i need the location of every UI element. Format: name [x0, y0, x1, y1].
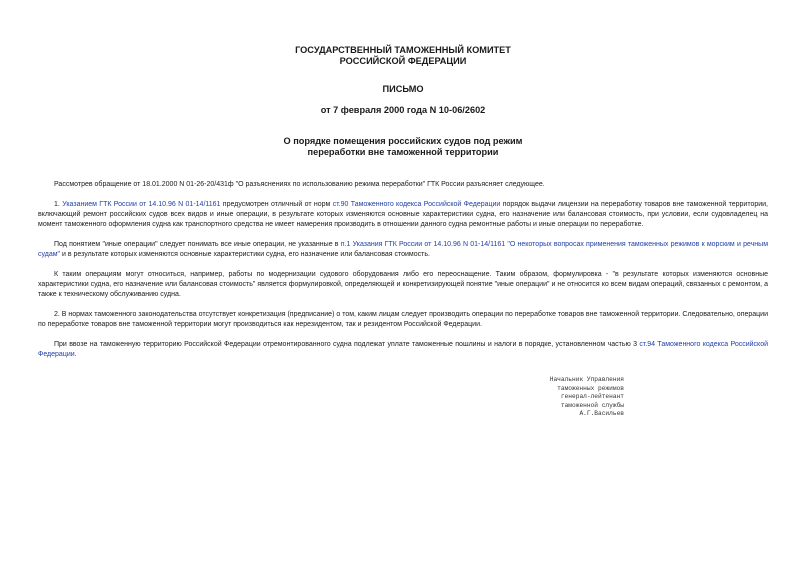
signatory-name: А.Г.Васильев	[579, 410, 624, 418]
paragraph-1: Рассмотрев обращение от 18.01.2000 N 01-26-20/431ф "О разъяснениях по использованию режима переработки" ГТК России разъясняет следующее.	[54, 181, 545, 188]
document-body	[38, 180, 768, 360]
paragraph-6	[38, 340, 768, 360]
paragraph-6-rest: .	[74, 351, 77, 358]
signature-title-2: таможенных режимов	[557, 384, 624, 392]
signature-rank-2: таможенной службы	[560, 401, 624, 409]
paragraph-6-prefix: При ввозе на таможенную территорию Российской Федерации отремонтированного судна подлежат уплате таможенные пошлины и налоги в порядке, установленном частью 3	[54, 341, 640, 348]
link-gtk-instruction-p1[interactable]: п.1 Указания ГТК России от 14.10.96 N 01-14/1161 "О некоторых вопросах применения таможенных режимов к морским и речным судам"	[38, 241, 769, 258]
subject-line-2: переработки вне таможенной территории	[307, 147, 499, 157]
paragraph-5: 2. В нормах таможенного законодательства отсутствует конкретизация (предписание) о том, каким лицам следует производить операции по переработке товаров вне таможенной территории. Следовательно, операции по переработке товаров вне таможенной территории могут производиться как нерезидентом, так и резидентом Российской Федерации.	[38, 311, 768, 328]
document-type: ПИСЬМО	[382, 84, 424, 94]
document-date-number: от 7 февраля 2000 года N 10-06/2602	[320, 105, 486, 115]
org-line-2: РОССИЙСКОЙ ФЕДЕРАЦИИ	[339, 56, 467, 66]
paragraph-3-prefix: Под понятием "иные операции" следует понимать все иные операции, не указанные в	[54, 241, 341, 248]
paragraph-3	[38, 240, 768, 260]
signature-block	[520, 376, 624, 419]
paragraph-2	[38, 200, 768, 230]
link-gtk-instruction[interactable]: Указанием ГТК России от 14.10.96 N 01-14/1161	[62, 201, 221, 208]
signature-title-1: Начальник Управления	[549, 376, 624, 383]
paragraph-2-mid: предусмотрен отличный от норм	[220, 201, 333, 208]
paragraph-4: К таким операциям могут относиться, например, работы по модернизации судового оборудования либо его переоснащение. Таким образом, формулировка - "в результате которых изменяются основные характеристики судна, его назначение или балансовая стоимость" является формулировкой, определяющей и конкретизирующей понятие "иные операции" и не относится ко всем видам операций, связанных с ремонтом, а также к техническому обслуживанию судна.	[38, 271, 768, 298]
org-line-1: ГОСУДАРСТВЕННЫЙ ТАМОЖЕННЫЙ КОМИТЕТ	[295, 45, 511, 55]
subject-line-1: О порядке помещения российских судов под режим	[283, 136, 523, 146]
paragraph-3-rest: и в результате которых изменяются основные характеристики судна, его назначение или балансовая стоимость.	[60, 251, 430, 258]
signature-rank-1: генерал-лейтенант	[560, 393, 624, 401]
document-page	[38, 40, 768, 360]
paragraph-2-prefix: 1.	[54, 201, 63, 208]
link-customs-code-art90[interactable]: ст.90 Таможенного кодекса Российской Федерации	[332, 201, 501, 208]
paragraph-2-rest: порядок выдачи лицензии на переработку товаров вне таможенной территории, включающий ремонт российских судов всех видов и иные операции, в результате которых изменяются основные характеристики судна, его назначение или балансовая стоимость, при условии, если судовладелец на момент таможенного оформления судна как транспортного средства не имеет намерения производить в отношении данного судна ремонтные работы и иные операции по переработке.	[38, 201, 768, 228]
issuing-organization	[38, 45, 768, 67]
link-customs-code-art94[interactable]: ст.94 Таможенного кодекса Российской Федерации	[38, 341, 769, 358]
document-subject	[38, 136, 768, 158]
